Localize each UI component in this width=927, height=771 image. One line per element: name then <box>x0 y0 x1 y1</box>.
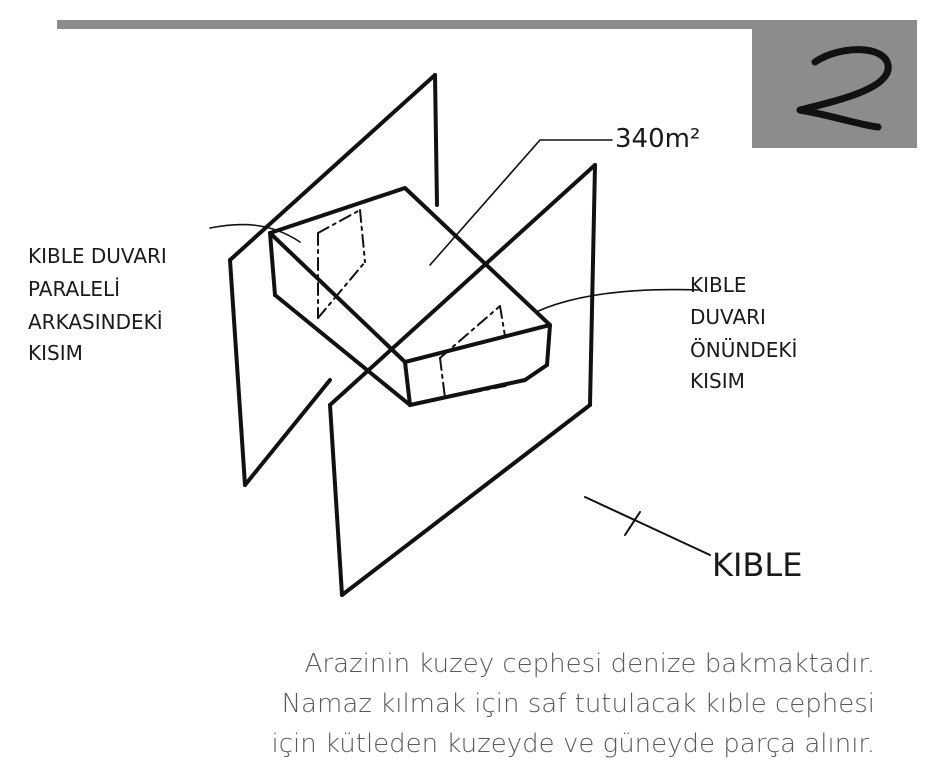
area-label: 340m² <box>615 124 701 154</box>
right-note-line-1: KIBLE <box>690 273 747 297</box>
left-note-line-4: KISIM <box>28 341 83 365</box>
page-number-glyph <box>800 50 888 127</box>
left-note-line-3: ARKASINDEKİ <box>28 310 163 334</box>
qibla-arrow <box>585 497 710 555</box>
caption-line-2: Namaz kılmak için saf tutulacak kıble cephesi <box>281 689 875 719</box>
qibla-direction-label: KIBLE <box>712 546 803 584</box>
right-note-line-4: KISIM <box>690 369 745 393</box>
right-plane <box>330 165 595 595</box>
left-note-line-1: KIBLE DUVARI <box>28 244 167 268</box>
right-note-line-3: ÖNÜNDEKİ <box>690 338 798 362</box>
caption-line-1: Arazinin kuzey cephesi denize bakmaktadır. <box>304 649 875 679</box>
building-mass <box>270 188 550 405</box>
left-plane <box>230 75 437 485</box>
leader-lines <box>210 140 700 312</box>
caption <box>55 644 875 764</box>
left-note-line-2: PARALELİ <box>28 277 121 301</box>
right-note-line-2: DUVARI <box>690 305 766 329</box>
caption-line-3: için kütleden kuzeyde ve güneyde parça alınır. <box>271 729 875 759</box>
